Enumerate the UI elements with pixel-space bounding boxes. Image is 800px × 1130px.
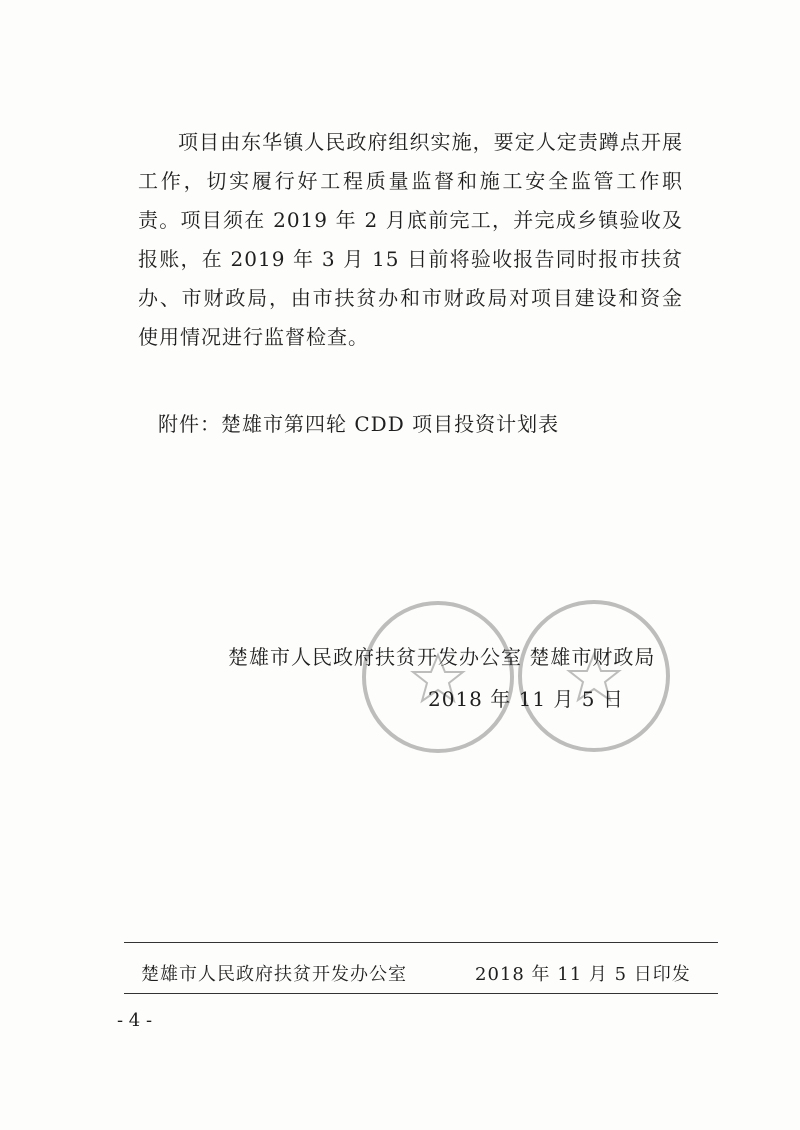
signing-date: 2018 年 11 月 5 日 bbox=[428, 687, 624, 711]
body-text bbox=[138, 123, 683, 357]
attachment-note: 附件：楚雄市第四轮 CDD 项目投资计划表 bbox=[158, 412, 560, 436]
footer-print-date: 2018 年 11 月 5 日印发 bbox=[475, 964, 691, 985]
seal-left-stamp bbox=[358, 597, 518, 757]
seal-right-stamp bbox=[514, 596, 674, 756]
page-number: - 4 - bbox=[117, 1010, 153, 1031]
footer-bottom-rule bbox=[124, 993, 718, 994]
signing-organizations: 楚雄市人民政府扶贫开发办公室 楚雄市财政局 bbox=[228, 645, 656, 669]
footer-top-rule bbox=[124, 942, 718, 943]
body-paragraph: 项目由东华镇人民政府组织实施，要定人定责蹲点开展工作，切实履行好工程质量监督和施工安全监管工作职责。项目须在 2019 年 2 月底前完工，并完成乡镇验收及报账，在 2019 年 3 月 15 日前将验收报告同时报市扶贫办、市财政局，由市扶贫办和市财政局对项目建设和资金使用情况进行监督检查。 bbox=[138, 130, 683, 349]
footer-issuer: 楚雄市人民政府扶贫开发办公室 bbox=[141, 964, 407, 985]
